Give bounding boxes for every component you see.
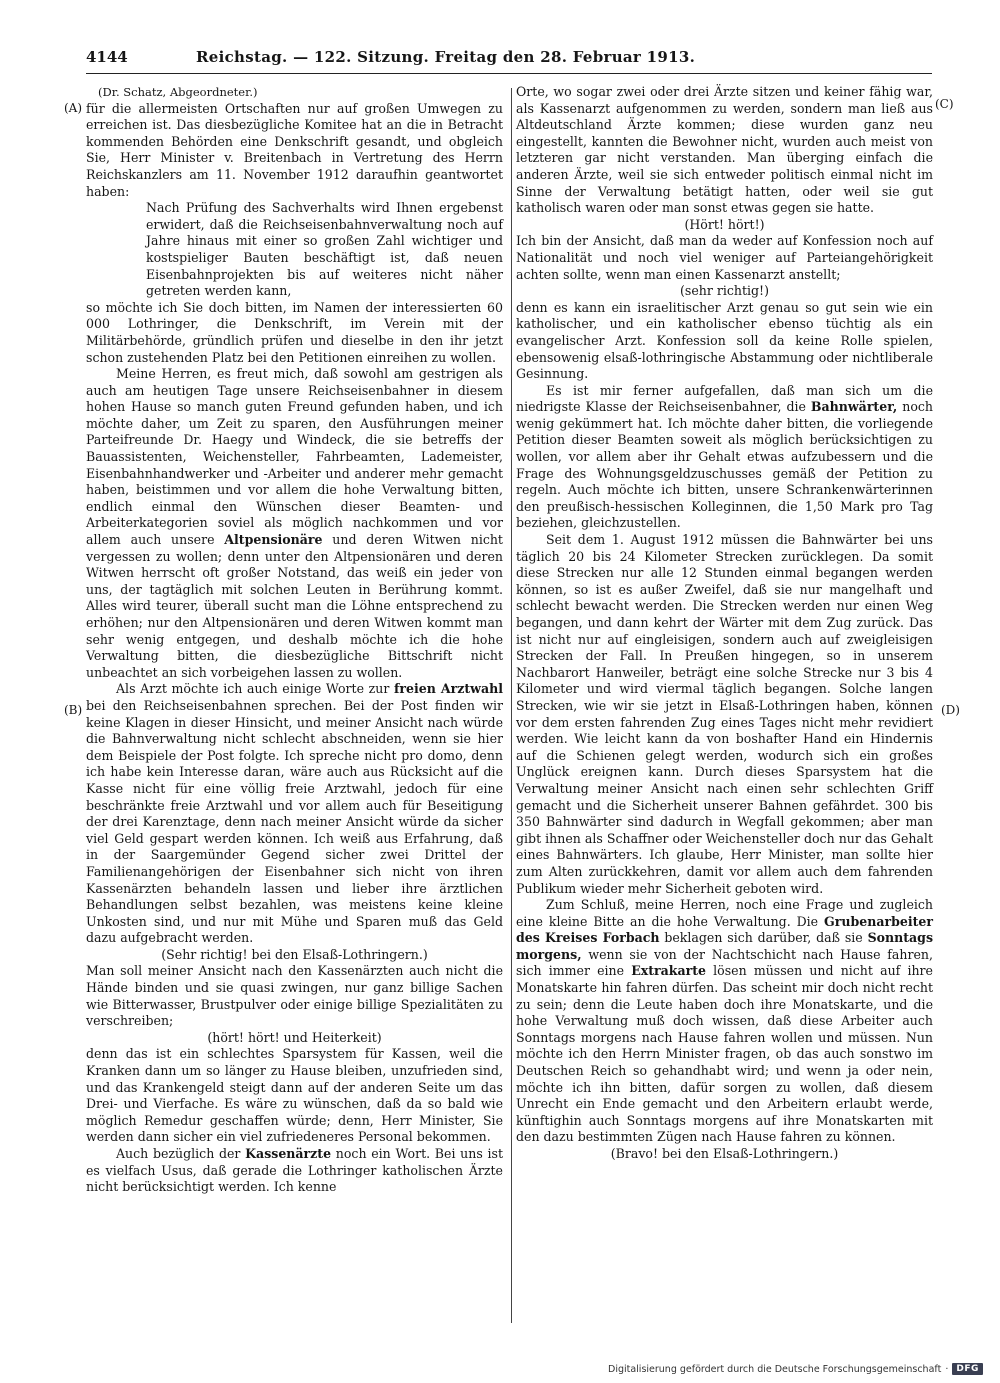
running-title: Reichstag. — 122. Sitzung. Freitag den 28. Februar 1913.	[196, 48, 696, 66]
interjection: (Hört! hört!)	[684, 216, 765, 232]
header-rule	[86, 73, 932, 74]
paragraph-text: Als Arzt möchte ich auch einige Worte zur	[116, 681, 390, 697]
paragraph	[86, 681, 503, 947]
paragraph	[516, 383, 933, 532]
bold-term: freien Arztwahl	[394, 681, 503, 697]
footer-separator: ·	[945, 1363, 949, 1375]
interjection: (Bravo! bei den Elsaß-Lothringern.)	[610, 1146, 839, 1161]
interjection: (sehr richtig!)	[680, 283, 769, 299]
bold-term: Altpensionäre	[224, 532, 323, 548]
page-header	[86, 48, 932, 72]
bold-term: Grubenarbeiter des Kreises Forbach	[516, 913, 933, 946]
bold-term: Sonntags morgens,	[516, 930, 934, 962]
paragraph-text: Zum Schluß, meine Herren, noch eine Frage und zugleich eine kleine Bitte an die hohe Verwaltung. Die	[516, 897, 933, 929]
paragraph-text: beklagen sich darüber, daß sie	[664, 930, 863, 946]
bold-term: Bahnwärter,	[810, 399, 898, 415]
paragraph: Seit dem 1. August 1912 müssen die Bahnwärter bei uns täglich 20 bis 24 Kilometer Strecken zurücklegen. Da somit diese Strecken nur alle 12 Stunden einmal begangen werden können, so ist es außer Zweifel, daß sie nur mangelhaft und schlecht bewacht werden. Die Strecken werden nur einen Weg begangen, und dann kehrt der Wärter mit dem Zug zurück. Das ist nicht nur auf eingleisigen, sondern auch auf zweigleisigen Strecken der Fall. In Preußen hingegen, so in unserem Nachbarort Hanweiler, beträgt eine solche Strecke nur 3 bis 4 Kilometer und wird viermal täglich begangen. Solche langen Strecken, wie wir sie jetzt in Elsaß-Lothringen haben, können vor dem ersten fahrenden Zug eines Tages nicht mehr revidiert werden. Wie leicht kann da von boshafter Hand ein Hindernis auf die Schienen gelegt werden, wodurch sich ein großes Unglück ereignen kann. Durch dieses Sparsystem hat die Verwaltung meiner Ansicht nach einen sehr schlechten Griff gemacht und die Sicherheit unserer Bahnen gefährdet. 300 bis 350 Bahnwärter sind dadurch in Wegfall gekommen; aber man gibt ihnen als Schaffner oder Weichensteller doch nur das Gehalt eines Bahnwärters. Ich glaube, Herr Minister, man sollte hier zum Alten zurückkehren, damit vor allem auch dem fahrenden Publikum wieder mehr Sicherheit geboten wird.	[516, 532, 933, 896]
paragraph-text: bei den Reichseisenbahnen sprechen. Bei der Post finden wir keine Klagen in dieser Hinsicht, und meiner Ansicht nach würde die Bahnverwaltung nicht schlecht abschneiden, wenn sie hier dem Beispiele der Post folgte. Ich spreche nicht pro domo, denn ich habe kein Interesse daran, wäre auch aus Rücksicht auf die Kasse nicht für eine völlig freie Arztwahl, jedoch für eine beschränkte freie Arztwahl und vor allem auch für Beseitigung der drei Karenztage, denn nach meiner Ansicht würde da sicher viel Geld gespart werden können. Ich weiß aus Erfahrung, daß in der Saargemünder Gegend sicher zwei Drittel der Familienangehörigen der Eisenbahner sich nicht von ihren Kassenärzten behandeln lassen und lieber ihre ärztlichen Behandlungen selbst bezahlen, was meistens keine kleine Unkosten sind, und nur mit Mühe und Sparen muß das Geld dazu aufgebracht werden.	[86, 697, 503, 946]
margin-marker-a: (A)	[64, 101, 83, 115]
interjection: (hört! hört! und Heiterkeit)	[207, 1029, 382, 1045]
margin-marker-c: (C)	[935, 97, 954, 111]
paragraph-text: noch ein Wort. Bei uns ist es vielfach Usus, daß gerade die Lothringer katholischen Ärzte nicht berücksichtigt werden. Ich kenne	[86, 1146, 503, 1195]
column-divider	[511, 88, 512, 1323]
margin-marker-d: (D)	[941, 703, 960, 717]
paragraph-text: noch wenig gekümmert hat. Ich möchte daher bitten, die vorliegende Petition dieser Beamten soweit als möglich berücksichtigen zu wollen, vor allem aber ihr Gehalt etwas aufzubessern und die Frage des Wohnungsgeldzuschusses gemäß der Petition zu regeln. Auch möchte ich bitten, unsere Schrankenwärterinnen den preußisch-hessischen Kolleginnen, die 1,50 Mark pro Tag beziehen, gleichzustellen.	[516, 399, 933, 531]
page-number: 4144	[86, 48, 128, 66]
paragraph-text: wenn sie von der Nachtschicht nach Hause fahren, sich immer eine	[516, 946, 933, 979]
paragraph	[86, 1146, 503, 1196]
paragraph-text: und deren Witwen nicht vergessen zu wollen; denn unter den Altpensionären und deren Witwen herrscht oft großer Notstand, das weiß ein jeder von uns, der tagtäglich mit solchen Leuten in Berührung kommt. Alles wird teurer, überall sucht man die Löhne entsprechend zu erhöhen; nur den Altpensionären und deren Witwen kommt man sehr wenig entgegen, und deshalb möchte ich die hohe Verwaltung bitten, die diesbezügliche Bittschrift nicht unbeachtet an sich vorbeigehen lassen zu wollen.	[86, 532, 503, 680]
paragraph: denn es kann ein israelitischer Arzt genau so gut sein wie ein katholischer, und ein katholischer ebenso tüchtig als ein evangelischer Arzt. Konfession soll da keine Rolle spielen, ebensowenig elsaß-lothringische Abstammung oder nichtliberale Gesinnung.	[516, 299, 933, 382]
block-quote: Nach Prüfung des Sachverhalts wird Ihnen ergebenst erwidert, daß die Reichseisenbahnverwaltung noch auf Jahre hinaus mit einer so großen Zahl wichtiger und kostspieliger Bauten beschäftigt ist, daß neuen Eisenbahnprojekten bis auf weiteres nicht näher getreten werden kann,	[146, 200, 503, 299]
bold-term: Kassenärzte	[245, 1146, 332, 1161]
left-column	[86, 84, 503, 1196]
right-column	[516, 84, 933, 1163]
paragraph-text: Es ist mir ferner aufgefallen, daß man sich um die niedrigste Klasse der Reichseisenbahner, die	[516, 382, 933, 415]
paragraph-text: lösen müssen und nicht auf ihre Monatskarte hin fahren dürfen. Das scheint mir doch nicht recht zu sein; denn die Leute haben doch ihre Monatskarte, und die hohe Verwaltung muß doch wissen, daß diese Arbeiter auch Sonntags morgens nach Hause fahren wollen und müssen. Nun möchte ich den Herrn Minister fragen, ob das auch sonstwo im Deutschen Reich so gehandhabt wird; und wenn ja oder nein, möchte ich ihn bitten, dafür sorgen zu wollen, daß diesem Unrecht ein Ende gemacht und den Arbeitern erlaubt werde, künftighin auch Sonntags morgens auf ihre Monatskarten mit den dazu bestimmten Zügen nach Hause fahren zu können.	[516, 963, 933, 1145]
paragraph-text: Auch bezüglich der	[116, 1146, 241, 1161]
paragraph	[86, 366, 503, 681]
paragraph: denn das ist ein schlechtes Sparsystem für Kassen, weil die Kranken dann um so länger zu Hause bleiben, unzufrieden sind, und das Krankengeld steigt dann auf der anderen Seite um das Drei- und Vierfache. Es wäre zu wünschen, daß da so bald wie möglich Remedur geschaffen würde; denn, Herr Minister, Sie werden dann sicher ein viel zufriedeneres Personal bekommen.	[86, 1046, 503, 1145]
paragraph: für die allermeisten Ortschaften nur auf großen Umwegen zu erreichen ist. Das diesbezügliche Komitee hat an die in Betracht kommenden Behörden eine Denkschrift gesandt, und obgleich Sie, Herr Minister v. Breitenbach in Vertretung des Herrn Reichskanzlers am 11. November 1912 daraufhin geantwortet haben:	[86, 100, 503, 199]
margin-marker-b: (B)	[64, 703, 83, 717]
dfg-logo: DFG	[952, 1363, 983, 1375]
paragraph: Orte, wo sogar zwei oder drei Ärzte sitzen und keiner fähig war, als Kassenarzt aufgenommen zu werden, sondern man ließ aus Altdeutschland Ärzte kommen; diese wurden ganz neu eingestellt, kannten die Bewohner nicht, wurden auch meist von letzteren gar nicht verstanden. Man überging einfach die anderen Ärzte, weil sie sich entweder politisch einmal nicht im Sinne der Verwaltung betätigt hatten, oder weil sie gut katholisch waren oder man sonst etwas gegen sie hatte.	[516, 84, 933, 216]
paragraph: so möchte ich Sie doch bitten, im Namen der interessierten 60 000 Lothringer, die Denkschrift, im Verein mit der Militärbehörde, gründlich prüfen und dieselbe in den ihr jetzt schon zustehenden Platz bei den Petitionen einreihen zu wollen.	[86, 299, 503, 365]
speaker-label: (Dr. Schatz, Abgeordneter.)	[98, 85, 258, 99]
paragraph: Man soll meiner Ansicht nach den Kassenärzten auch nicht die Hände binden und sie quasi zwingen, nur ganz billige Sachen wie Bitterwasser, Brustpulver oder einige billige Spezialitäten zu verschreiben;	[86, 963, 503, 1029]
footer-text: Digitalisierung gefördert durch die Deutsche Forschungsgemeinschaft	[608, 1363, 942, 1375]
paragraph	[516, 897, 933, 1146]
bold-term: Extrakarte	[631, 963, 706, 979]
digitization-footer	[608, 1361, 983, 1377]
paragraph: Ich bin der Ansicht, daß man da weder auf Konfession noch auf Nationalität und noch viel weniger auf Parteiangehörigkeit achten sollte, wenn man einen Kassenarzt anstellt;	[516, 233, 933, 282]
paragraph-text: Meine Herren, es freut mich, daß sowohl am gestrigen als auch am heutigen Tage unsere Reichseisenbahner in diesem hohen Hause so manch guten Freund gefunden haben, und ich möchte daher, um Zeit zu sparen, den Ausführungen meiner Parteifreunde Dr. Haegy und Windeck, die sie betreffs der Bauassistenten, Weichensteller, Fahrbeamten, Lademeister, Eisenbahnhandwerker und -Arbeiter und anderer mehr gemacht haben, beistimmen und vor allem die hohe Verwaltung bitten, endlich einmal den Wünschen dieser Beamten- und Arbeiterkategorien soviel als möglich nachkommen und vor allem auch unsere	[86, 366, 503, 548]
interjection: (Sehr richtig! bei den Elsaß-Lothringern.)	[161, 946, 428, 962]
